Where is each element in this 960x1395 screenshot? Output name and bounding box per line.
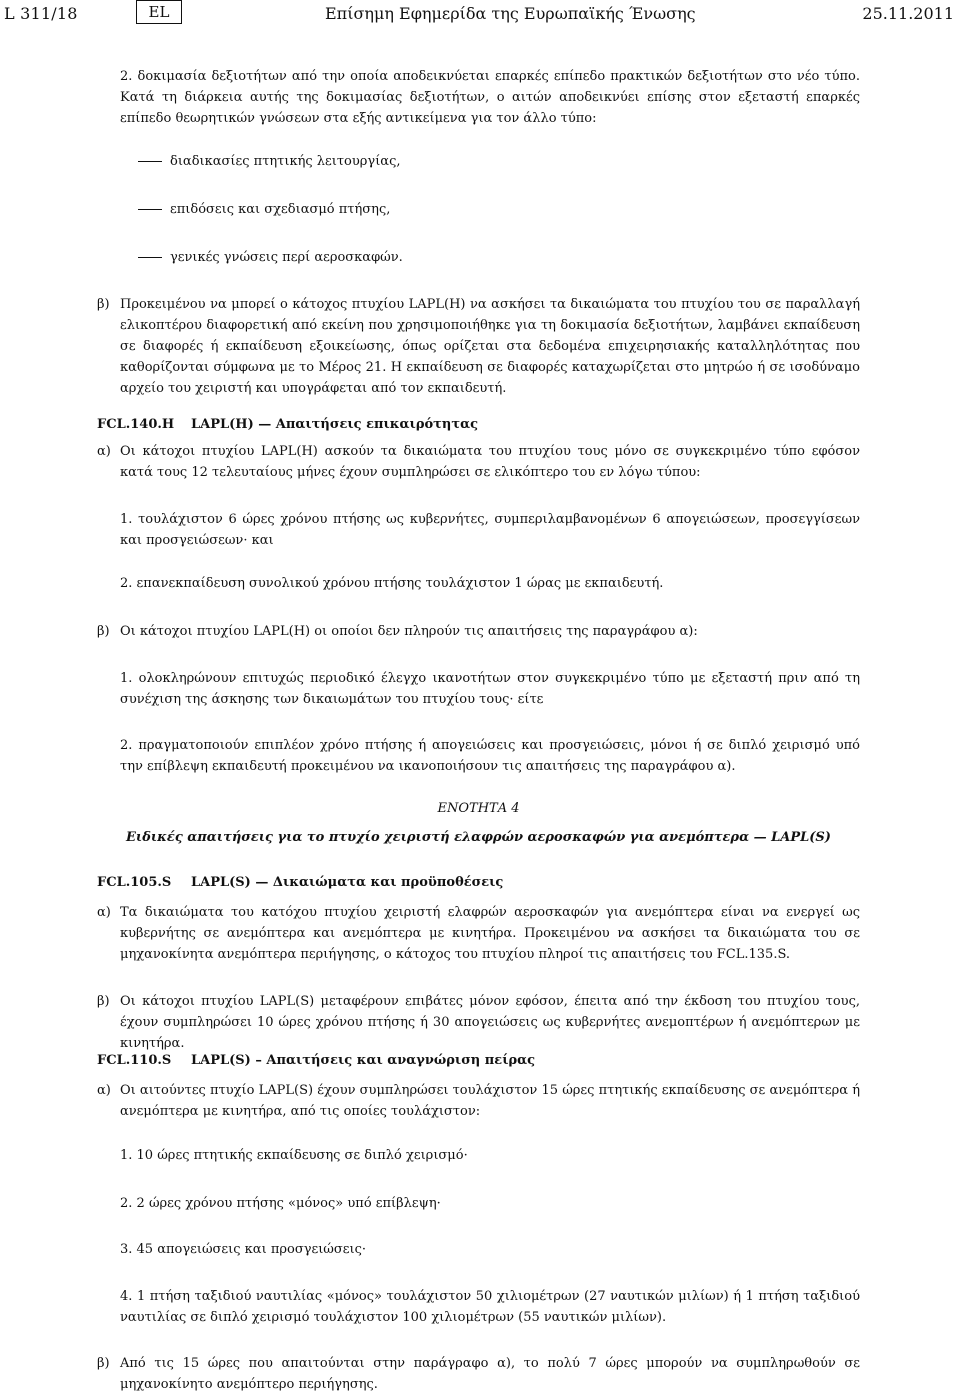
list-item: 2. πραγματοποιούν επιπλέον χρόνο πτήσης ή απογειώσεις και προσγειώσεις, μόνοι ή σε διπλό χειρισμό υπό την επίβλεψη εκπαιδευτή προκειμένου να ικανοποιήσουν τις απαιτήσεις της παραγράφου α). xyxy=(120,738,860,774)
paragraph-text: Οι κάτοχοι πτυχίου LAPL(S) μεταφέρουν επιβάτες μόνον εφόσον, έπειτα από την έκδοση του πτυχίου τους, έχουν συμπληρώσει 10 ώρες χρόνου πτήσης ή 30 απογειώσεις ως κυβερνήτες ανεμοπτέρων ή ανεμόπτερων με κινητήρα. xyxy=(120,994,860,1051)
paragraph-marker: α) xyxy=(97,444,111,459)
paragraph-marker: α) xyxy=(97,905,111,920)
list-item: 2. δοκιμασία δεξιοτήτων από την οποία αποδεικνύεται επαρκές επίπεδο πρακτικών δεξιοτήτων στο νέο τύπο. Κατά τη διάρκεια αυτής της δοκιμασίας δεξιοτήτων, ο αιτών αποδεικνύει επίσης στον εξεταστή επαρκές επίπεδο θεωρητικών γνώσεων στα εξής αντικείμενα για τον άλλο τύπο: xyxy=(120,69,860,126)
section-title: Ειδικές απαιτήσεις για το πτυχίο χειριστή ελαφρών αεροσκαφών για ανεμόπτερα — LAPL(S) xyxy=(126,830,831,845)
article-title: LAPL(S) – Απαιτήσεις και αναγνώριση πείρας xyxy=(191,1053,536,1068)
dash-item xyxy=(138,247,403,268)
paragraph-marker: β) xyxy=(97,994,110,1009)
page-reference: L 311/18 xyxy=(4,4,78,23)
list-item: 2. 2 ώρες χρόνου πτήσης «μόνος» υπό επίβλεψη· xyxy=(120,1196,441,1211)
paragraph-marker: β) xyxy=(97,297,110,312)
paragraph-marker: β) xyxy=(97,624,110,639)
list-item: 1. τουλάχιστον 6 ώρες χρόνου πτήσης ως κυβερνήτες, συμπεριλαμβανομένων 6 απογειώσεων, προσεγγίσεων και προσγειώσεων· και xyxy=(120,512,860,548)
paragraph-marker: α) xyxy=(97,1083,111,1098)
journal-title: Επίσημη Εφημερίδα της Ευρωπαϊκής Ένωσης xyxy=(325,4,696,23)
paragraph-text: Τα δικαιώματα του κατόχου πτυχίου χειριστή ελαφρών αεροσκαφών για ανεμόπτερα είναι να ενεργεί ως κυβερνήτης σε ανεμόπτερα και ανεμόπτερα με κινητήρα. Προκειμένου να ασκήσει τα δικαιώματα του σε μηχανοκίνητα ανεμόπτερα περιήγησης, ο κάτοχος του πτυχίου πληροί τις απαιτήσεις του FCL.135.S. xyxy=(120,905,860,962)
section-label: ΕΝΟΤΗΤΑ 4 xyxy=(437,801,520,816)
article-title: LAPL(H) — Απαιτήσεις επικαιρότητας xyxy=(191,417,479,432)
dash-mark xyxy=(138,209,162,210)
dash-item xyxy=(138,151,400,172)
list-item: 1. ολοκληρώνουν επιτυχώς περιοδικό έλεγχο ικανοτήτων στον συγκεκριμένο τύπο με εξεταστή πριν από τη συνέχιση της άσκησης των δικαιωμάτων του πτυχίου τους· είτε xyxy=(120,671,860,707)
article-title: LAPL(S) — Δικαιώματα και προϋποθέσεις xyxy=(191,875,504,890)
list-item: 4. 1 πτήση ταξιδιού ναυτιλίας «μόνος» τουλάχιστον 50 χιλιομέτρων (27 ναυτικών μιλίων) ή 1 πτήση ταξιδιού ναυτιλίας σε διπλό χειρισμό τουλάχιστον 100 χιλιομέτρων (55 ναυτικών μιλίων). xyxy=(120,1289,860,1325)
article-code: FCL.110.S xyxy=(97,1053,172,1068)
list-item: 3. 45 απογειώσεις και προσγειώσεις· xyxy=(120,1242,367,1257)
paragraph-text: Οι κάτοχοι πτυχίου LAPL(H) ασκούν τα δικαιώματα του πτυχίου τους μόνο σε συγκεκριμένο τύπο εφόσον κατά τους 12 τελευταίους μήνες έχουν συμπληρώσει σε ελικόπτερο του εν λόγω τύπου: xyxy=(120,444,860,480)
dash-item xyxy=(138,199,390,220)
publication-date: 25.11.2011 xyxy=(862,4,954,23)
paragraph-text: Οι κάτοχοι πτυχίου LAPL(H) οι οποίοι δεν πληρούν τις απαιτήσεις της παραγράφου α): xyxy=(120,624,698,639)
dash-text: επιδόσεις και σχεδιασμό πτήσης, xyxy=(170,202,391,217)
dash-mark xyxy=(138,161,162,162)
paragraph-text: Προκειμένου να μπορεί ο κάτοχος πτυχίου LAPL(H) να ασκήσει τα δικαιώματα του πτυχίου του σε παραλλαγή ελικοπτέρου διαφορετική από εκείνη που χρησιμοποιήθηκε για τη δοκιμασία δεξιοτήτων, λαμβάνει εκπαίδευση σε διαφορές ή εκπαίδευση εξοικείωσης, όπως ορίζεται στα δεδομένα επιχειρησιακής καταλληλότητας που καθορίζονται σύμφωνα με το Μέρος 21. Η εκπαίδευση σε διαφορές καταχωρίζεται στο μητρώο ή σε ισοδύναμο αρχείο του χειριστή και υπογράφεται από τον εκπαιδευτή. xyxy=(120,297,860,396)
article-code: FCL.140.H xyxy=(97,417,175,432)
page-header xyxy=(0,0,960,34)
language-box: EL xyxy=(136,0,182,24)
article-code: FCL.105.S xyxy=(97,875,172,890)
dash-text: διαδικασίες πτητικής λειτουργίας, xyxy=(170,154,401,169)
list-item: 1. 10 ώρες πτητικής εκπαίδευσης σε διπλό χειρισμό· xyxy=(120,1148,468,1163)
dash-mark xyxy=(138,257,162,258)
paragraph-marker: β) xyxy=(97,1356,110,1371)
list-item: 2. επανεκπαίδευση συνολικού χρόνου πτήσης τουλάχιστον 1 ώρας με εκπαιδευτή. xyxy=(120,576,664,591)
dash-text: γενικές γνώσεις περί αεροσκαφών. xyxy=(170,250,403,265)
paragraph-text: Οι αιτούντες πτυχίο LAPL(S) έχουν συμπληρώσει τουλάχιστον 15 ώρες πτητικής εκπαίδευσης σε ανεμόπτερα ή ανεμόπτερα με κινητήρα, από τις οποίες τουλάχιστον: xyxy=(120,1083,860,1119)
paragraph-text: Από τις 15 ώρες που απαιτούνται στην παράγραφο α), το πολύ 7 ώρες μπορούν να συμπληρωθούν σε μηχανοκίνητο ανεμόπτερο περιήγησης. xyxy=(120,1356,860,1392)
